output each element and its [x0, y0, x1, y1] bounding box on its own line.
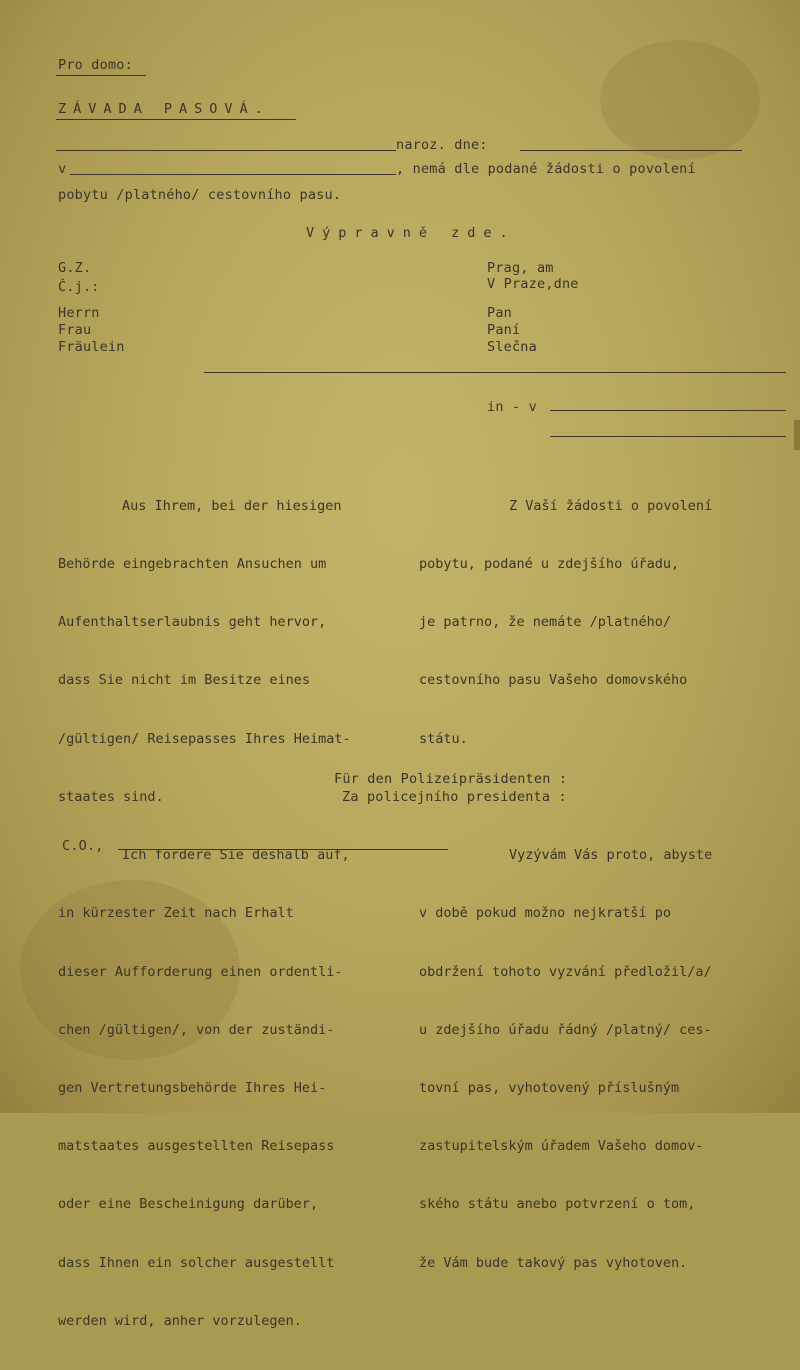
german-line: Ich fordere Sie deshalb auf,: [122, 847, 350, 864]
address-place-line: [550, 410, 786, 411]
v-label: v: [58, 161, 67, 177]
german-line: gen Vertretungsbehörde Ihres Hei-: [58, 1080, 327, 1096]
gz-label: G.Z.: [58, 260, 92, 276]
german-line: Aufenthaltserlaubnis geht hervor,: [58, 614, 327, 631]
german-line: dass Ihnen ein solcher ausgestellt: [58, 1254, 335, 1271]
czech-line: je patrno, že nemáte /platného/: [419, 614, 671, 631]
birthdate-field-line: [520, 150, 742, 151]
place-field-line: [70, 174, 396, 175]
vypravne-heading: Výpravně zde.: [306, 225, 516, 241]
co-field-line: [118, 849, 448, 850]
paper-edge-damage: [794, 420, 800, 450]
czech-line: státu.: [419, 730, 468, 747]
title-underline: [56, 119, 296, 120]
czech-line: cestovního pasu Vašeho domovského: [419, 672, 688, 689]
german-line: chen /gültigen/, von der zuständi-: [58, 1021, 335, 1038]
german-text-block: [58, 458, 351, 1370]
document-title: ZÁVADA PASOVÁ.: [58, 101, 270, 117]
address-name-line: [204, 372, 786, 373]
fraulein-label: Fräulein: [58, 339, 125, 355]
german-line: oder eine Bescheinigung darüber,: [58, 1196, 319, 1213]
czech-line: že Vám bude takový pas vyhotoven.: [419, 1254, 688, 1271]
name-field-line: [56, 150, 396, 151]
herrn-label: Herrn: [58, 305, 100, 321]
naroz-label: naroz. dne:: [396, 137, 488, 153]
in-v-label: in - v: [487, 399, 537, 415]
pro-domo-label: Pro domo:: [58, 57, 133, 73]
signature-german: Für den Polizeipräsidenten :: [334, 771, 568, 787]
german-line: werden wird, anher vorzulegen.: [58, 1312, 302, 1329]
paper-stain: [600, 40, 760, 160]
prag-label: Prag, am: [487, 260, 554, 276]
czech-line: pobytu, podané u zdejšího úřadu,: [419, 556, 680, 573]
german-line: Aus Ihrem, bei der hiesigen: [122, 497, 342, 514]
czech-line: Vyzývám Vás proto, abyste: [509, 847, 713, 864]
czech-line: v době pokud možno nejkratší po: [419, 905, 671, 922]
frau-label: Frau: [58, 322, 92, 338]
pobytu-text: pobytu /platného/ cestovního pasu.: [58, 187, 342, 203]
pani-label: Paní: [487, 322, 521, 338]
czech-line: Z Vaší žádosti o povolení: [509, 497, 713, 514]
german-line: dieser Aufforderung einen ordentli-: [58, 963, 343, 980]
cj-label: Č.j.:: [58, 279, 100, 295]
german-line: Behörde eingebrachten Ansuchen um: [58, 556, 327, 573]
czech-text-block: [419, 458, 712, 1312]
czech-line: ského státu anebo potvrzení o tom,: [419, 1196, 696, 1213]
nema-text: , nemá dle podané žádosti o povolení: [396, 161, 696, 177]
german-line: /gültigen/ Reisepasses Ihres Heimat-: [58, 730, 351, 747]
co-label: C.O.,: [62, 838, 104, 854]
praze-label: V Praze,dne: [487, 276, 579, 292]
signature-czech: Za policejního presidenta :: [342, 789, 567, 805]
pro-domo-underline: [56, 75, 146, 76]
slecna-label: Slečna: [487, 339, 537, 355]
german-line: staates sind.: [58, 788, 164, 805]
address-street-line: [550, 436, 786, 437]
czech-line: tovní pas, vyhotovený příslušným: [419, 1079, 680, 1096]
german-line: matstaates ausgestellten Reisepass: [58, 1138, 335, 1155]
german-line: in kürzester Zeit nach Erhalt: [58, 905, 294, 922]
pan-label: Pan: [487, 305, 512, 321]
czech-line: u zdejšího úřadu řádný /platný/ ces-: [419, 1021, 712, 1038]
german-line: dass Sie nicht im Besitze eines: [58, 672, 310, 689]
czech-line: obdržení tohoto vyzvání předložil/a/: [419, 963, 712, 980]
czech-line: zastupitelským úřadem Vašeho domov-: [419, 1138, 704, 1155]
